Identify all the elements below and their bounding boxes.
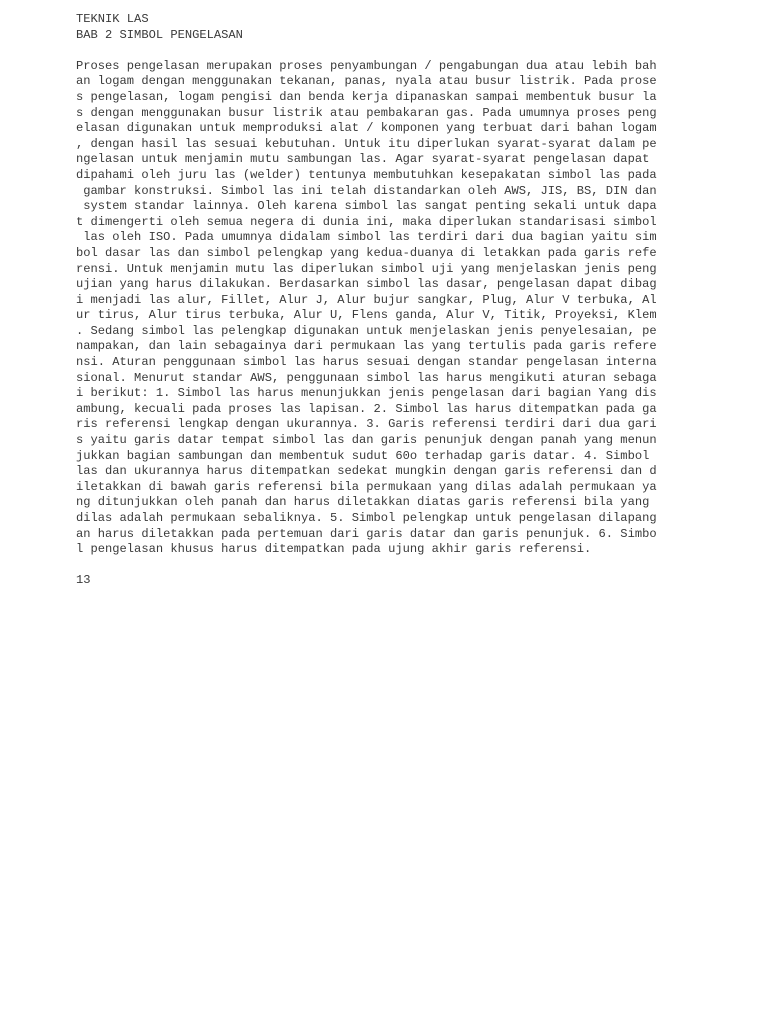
document-page	[76, 12, 676, 589]
paragraph-line: system standar lainnya. Oleh karena simbol las sangat penting sekali untuk dapa	[76, 199, 657, 214]
paragraph-line: i berikut: 1. Simbol las harus menunjukkan jenis pengelasan dari bagian Yang dis	[76, 386, 657, 401]
page-number-text: 13	[76, 573, 91, 588]
body-paragraph	[76, 59, 676, 558]
paragraph-line: Proses pengelasan merupakan proses penyambungan / pengabungan dua atau lebih bah	[76, 58, 657, 73]
paragraph-line: s dengan menggunakan busur listrik atau pembakaran gas. Pada umumnya proses peng	[76, 105, 657, 120]
paragraph-line: ris referensi lengkap dengan ukurannya. 3. Garis referensi terdiri dari dua gari	[76, 417, 657, 432]
paragraph-line: sional. Menurut standar AWS, penggunaan simbol las harus mengikuti aturan sebaga	[76, 370, 657, 385]
paragraph-line: elasan digunakan untuk memproduksi alat / komponen yang terbuat dari bahan logam	[76, 121, 657, 136]
paragraph-line: ambung, kecuali pada proses las lapisan. 2. Simbol las harus ditempatkan pada ga	[76, 401, 657, 416]
paragraph-line: i menjadi las alur, Fillet, Alur J, Alur bujur sangkar, Plug, Alur V terbuka, Al	[76, 292, 657, 307]
paragraph-line: . Sedang simbol las pelengkap digunakan untuk menjelaskan jenis penyelesaian, pe	[76, 323, 657, 338]
paragraph-line: ur tirus, Alur tirus terbuka, Alur U, Flens ganda, Alur V, Titik, Proyeksi, Klem	[76, 308, 657, 323]
paragraph-line: jukkan bagian sambungan dan membentuk sudut 60o terhadap garis datar. 4. Simbol	[76, 448, 657, 463]
paragraph-line: an logam dengan menggunakan tekanan, panas, nyala atau busur listrik. Pada prose	[76, 74, 657, 89]
document-header	[76, 12, 676, 43]
paragraph-line: las dan ukurannya harus ditempatkan sedekat mungkin dengan garis referensi dan d	[76, 464, 657, 479]
paragraph-line: s yaitu garis datar tempat simbol las dan garis penunjuk dengan panah yang menun	[76, 433, 657, 448]
paragraph-line: t dimengerti oleh semua negera di dunia ini, maka diperlukan standarisasi simbol	[76, 214, 657, 229]
paragraph-line: dipahami oleh juru las (welder) tentunya membutuhkan kesepakatan simbol las pada	[76, 167, 657, 182]
paragraph-line: iletakkan di bawah garis referensi bila permukaan yang dilas adalah permukaan ya	[76, 479, 657, 494]
paragraph-line: ujian yang harus dilakukan. Berdasarkan simbol las dasar, pengelasan dapat dibag	[76, 277, 657, 292]
paragraph-line: nsi. Aturan penggunaan simbol las harus sesuai dengan standar pengelasan interna	[76, 355, 657, 370]
paragraph-line: bol dasar las dan simbol pelengkap yang kedua-duanya di letakkan pada garis refe	[76, 245, 657, 260]
paragraph-line: s pengelasan, logam pengisi dan benda kerja dipanaskan sampai membentuk busur la	[76, 89, 657, 104]
paragraph-line: gambar konstruksi. Simbol las ini telah distandarkan oleh AWS, JIS, BS, DIN dan	[76, 183, 657, 198]
paragraph-line: nampakan, dan lain sebagainya dari permukaan las yang tertulis pada garis refere	[76, 339, 657, 354]
chapter-title: BAB 2 SIMBOL PENGELASAN	[76, 27, 243, 42]
paragraph-line: dilas adalah permukaan sebaliknya. 5. Simbol pelengkap untuk pengelasan dilapang	[76, 511, 657, 525]
paragraph-line: las oleh ISO. Pada umumnya didalam simbol las terdiri dari dua bagian yaitu sim	[76, 230, 657, 245]
paragraph-line: ng ditunjukkan oleh panah dan harus diletakkan diatas garis referensi bila yang	[76, 495, 657, 510]
paragraph-line: l pengelasan khusus harus ditempatkan pada ujung akhir garis referensi.	[76, 542, 592, 557]
paragraph-line: , dengan hasil las sesuai kebutuhan. Untuk itu diperlukan syarat-syarat dalam pe	[76, 136, 657, 151]
document-title: TEKNIK LAS	[76, 12, 149, 26]
page-number	[76, 573, 676, 589]
paragraph-line: rensi. Untuk menjamin mutu las diperlukan simbol uji yang menjelaskan jenis peng	[76, 261, 657, 276]
paragraph-line: an harus diletakkan pada pertemuan dari garis datar dan garis penunjuk. 6. Simbo	[76, 526, 657, 541]
paragraph-line: ngelasan untuk menjamin mutu sambungan las. Agar syarat-syarat pengelasan dapat	[76, 152, 657, 167]
